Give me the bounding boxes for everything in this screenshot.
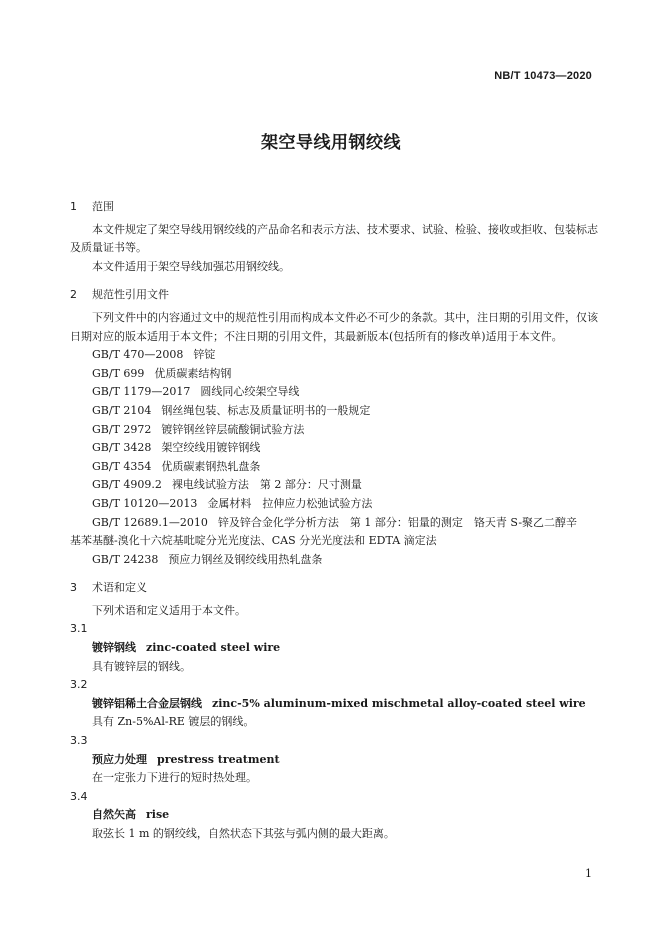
section-2-intro: 下列文件中的内容通过文中的规范性引用而构成本文件必不可少的条款。其中，注日期的引用文件，仅该日期对应的版本适用于本文件；不注日期的引用文件，其最新版本(包括所有的修改单)适用于本文件。 xyxy=(70,310,598,343)
section-number: 3 xyxy=(70,581,77,595)
term-number: 3.1 xyxy=(70,622,88,636)
reference-item xyxy=(70,346,598,365)
reference-code: GB/T 2104 xyxy=(92,403,152,417)
reference-code: GB/T 3428 xyxy=(92,441,152,455)
term-definition: 具有镀锌层的钢线。 xyxy=(92,659,191,673)
section-number: 2 xyxy=(70,288,77,302)
reference-code: GB/T 12689.1—2010 xyxy=(92,515,208,529)
section-1-paragraph-2: 本文件适用于架空导线加强芯用钢绞线。 xyxy=(92,259,290,273)
reference-title: 锌锭 xyxy=(193,348,216,362)
reference-item xyxy=(70,439,598,458)
section-3-heading xyxy=(70,579,598,598)
section-2-heading xyxy=(70,286,598,305)
reference-code: GB/T 10120—2013 xyxy=(92,496,198,510)
term-name xyxy=(70,695,598,714)
term-definition: 取弦长 1 m 的钢绞线，自然状态下其弦与弧内侧的最大距离。 xyxy=(92,827,395,840)
term-number: 3.2 xyxy=(70,678,88,692)
section-title: 术语和定义 xyxy=(92,581,147,595)
reference-code: GB/T 4909.2 xyxy=(92,478,162,492)
document-title: 架空导线用钢绞线 xyxy=(261,133,401,153)
reference-item xyxy=(70,476,598,495)
reference-code: GB/T 4354 xyxy=(92,459,152,473)
term-name-zh: 镀锌铝稀土合金层钢线 xyxy=(92,696,202,710)
term-name-en: zinc-coated steel wire xyxy=(146,641,281,655)
reference-item xyxy=(70,514,598,533)
section-3-intro: 下列术语和定义适用于本文件。 xyxy=(92,603,246,617)
reference-code: GB/T 699 xyxy=(92,366,145,380)
reference-title: 钢丝绳包装、标志及质量证明书的一般规定 xyxy=(161,403,371,417)
reference-code: GB/T 1179—2017 xyxy=(92,385,191,399)
term-name-en: rise xyxy=(146,808,170,822)
reference-title: 锌及锌合金化学分析方法 第 1 部分：铝量的测定 铬天青 S-聚乙二醇辛 xyxy=(217,515,578,529)
reference-code: GB/T 470—2008 xyxy=(92,348,184,362)
term-name-en: zinc-5% aluminum-mixed mischmetal alloy-coated steel wire xyxy=(212,696,586,710)
reference-item xyxy=(70,383,598,402)
reference-title: 金属材料 拉伸应力松弛试验方法 xyxy=(207,496,373,510)
term-number: 3.3 xyxy=(70,734,88,748)
section-1-paragraph-1: 本文件规定了架空导线用钢绞线的产品命名和表示方法、技术要求、试验、检验、接收或拒收、包装标志及质量证书等。 xyxy=(70,222,598,255)
term-name-zh: 自然矢高 xyxy=(92,808,136,822)
reference-item xyxy=(70,421,598,440)
section-title: 规范性引用文件 xyxy=(92,288,169,302)
term-definition: 在一定张力下进行的短时热处理。 xyxy=(92,771,257,785)
page-number: 1 xyxy=(585,867,592,880)
reference-code: GB/T 2972 xyxy=(92,422,152,436)
document-body xyxy=(70,198,598,844)
reference-item xyxy=(70,495,598,514)
section-1-heading xyxy=(70,198,598,217)
reference-title: 裸电线试验方法 第 2 部分：尺寸测量 xyxy=(171,478,362,492)
reference-item xyxy=(70,551,598,570)
reference-item xyxy=(70,402,598,421)
reference-code: GB/T 24238 xyxy=(92,552,159,566)
term-number: 3.4 xyxy=(70,789,88,803)
reference-title: 优质碳素结构钢 xyxy=(154,366,232,380)
reference-continuation: 基苯基醚-溴化十六烷基吡啶分光光度法、CAS 分光光度法和 EDTA 滴定法 xyxy=(70,534,437,548)
reference-title: 优质碳素钢热轧盘条 xyxy=(161,459,261,473)
reference-title: 镀锌钢丝锌层硫酸铜试验方法 xyxy=(161,422,305,436)
term-name xyxy=(70,639,598,658)
term-definition: 具有 Zn-5%Al-RE 镀层的钢线。 xyxy=(92,715,255,729)
section-number: 1 xyxy=(70,200,77,213)
term-name xyxy=(70,806,598,825)
reference-title: 预应力钢丝及钢绞线用热轧盘条 xyxy=(168,552,323,566)
reference-item xyxy=(70,458,598,477)
term-name-zh: 镀锌钢线 xyxy=(92,641,136,655)
reference-title: 架空绞线用镀锌钢线 xyxy=(161,441,261,455)
reference-title: 圆线同心绞架空导线 xyxy=(200,385,300,399)
section-title: 范围 xyxy=(92,200,114,213)
reference-item xyxy=(70,365,598,384)
term-name-en: prestress treatment xyxy=(157,752,280,766)
term-name xyxy=(70,751,598,770)
term-name-zh: 预应力处理 xyxy=(92,752,147,766)
standard-code: NB/T 10473—2020 xyxy=(494,70,592,82)
